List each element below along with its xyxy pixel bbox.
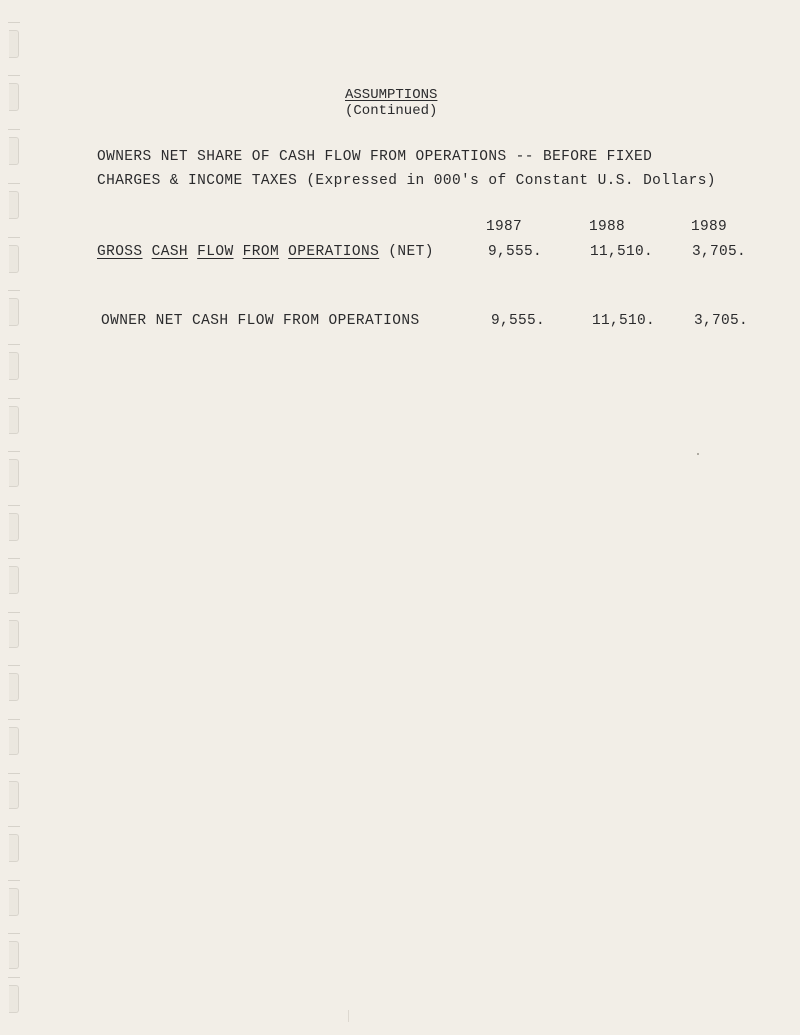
binder-holes <box>0 0 34 1035</box>
gross-value-1987: 9,555. <box>488 244 543 260</box>
gross-row-label <box>97 244 434 260</box>
binder-hole <box>9 352 19 380</box>
binder-hole <box>9 83 19 111</box>
owner-row-label: OWNER NET CASH FLOW FROM OPERATIONS <box>101 313 420 329</box>
owner-value-1988: 11,510. <box>592 313 656 329</box>
year-header-1989: 1989 <box>691 219 728 235</box>
binder-hole <box>9 513 19 541</box>
binder-hole <box>9 941 19 969</box>
binder-hole <box>9 137 19 165</box>
binder-hole <box>9 620 19 648</box>
binder-hole <box>9 888 19 916</box>
binder-hole <box>9 30 19 58</box>
intro-line-1: OWNERS NET SHARE OF CASH FLOW FROM OPERATIONS -- BEFORE FIXED <box>97 149 653 165</box>
year-header-1987: 1987 <box>486 219 523 235</box>
page-heading <box>345 88 437 119</box>
intro-line-2: CHARGES & INCOME TAXES (Expressed in 000's of Constant U.S. Dollars) <box>97 173 716 189</box>
paper-speck <box>697 453 699 455</box>
binder-hole <box>9 406 19 434</box>
binder-hole <box>9 834 19 862</box>
owner-value-1987: 9,555. <box>491 313 546 329</box>
binder-hole <box>9 985 19 1013</box>
gross-label-word: FLOW <box>197 244 234 260</box>
gross-label-word: GROSS <box>97 244 143 260</box>
paper-mark <box>348 1010 349 1022</box>
gross-value-1989: 3,705. <box>692 244 747 260</box>
gross-label-word: OPERATIONS <box>288 244 380 260</box>
binder-hole <box>9 781 19 809</box>
binder-hole <box>9 191 19 219</box>
page-title: ASSUMPTIONS <box>345 87 438 103</box>
binder-hole <box>9 727 19 755</box>
year-header-1988: 1988 <box>589 219 626 235</box>
binder-hole <box>9 673 19 701</box>
page-subtitle: (Continued) <box>345 103 438 119</box>
gross-label-suffix: (NET) <box>388 244 434 260</box>
gross-value-1988: 11,510. <box>590 244 654 260</box>
binder-hole <box>9 298 19 326</box>
gross-label-word: CASH <box>151 244 189 260</box>
binder-hole <box>9 459 19 487</box>
gross-label-word: FROM <box>242 244 280 260</box>
binder-hole <box>9 566 19 594</box>
owner-value-1989: 3,705. <box>694 313 749 329</box>
binder-hole <box>9 245 19 273</box>
